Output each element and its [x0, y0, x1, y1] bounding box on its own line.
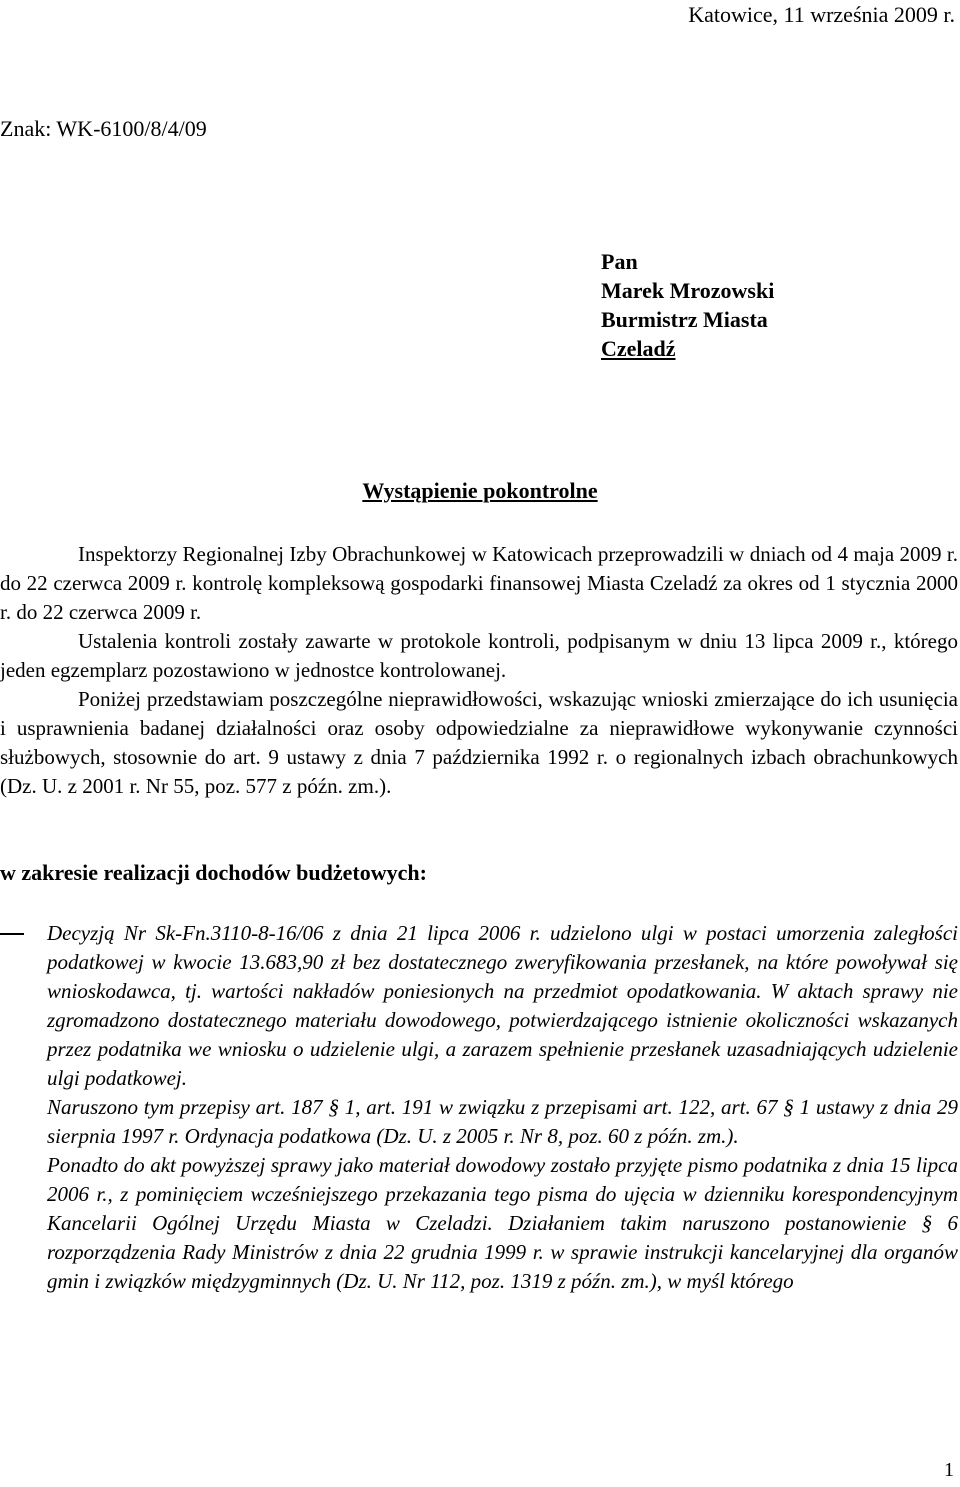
addressee-salutation: Pan [601, 249, 638, 274]
addressee-position: Burmistrz Miasta [601, 307, 768, 332]
page-number: 1 [944, 1459, 954, 1481]
finding-item [0, 919, 958, 1296]
finding-body [47, 919, 958, 1296]
intro-paragraph: Poniżej przedstawiam poszczególne nieprawidłowości, wskazując wnioski zmierzające do ich usunięcia i usprawnienia badanej działalności oraz osoby odpowiedzialne za nieprawidłowe wykonywanie czynności służbowych, stosownie do art. 9 ustawy z dnia 7 października 1992 r. o regionalnych izbach obrachunkowych (Dz. U. z 2001 r. Nr 55, poz. 577 z późn. zm.). [0, 687, 958, 798]
dash-bullet [0, 933, 24, 935]
addressee-name: Marek Mrozowski [601, 278, 775, 303]
finding-paragraph: Decyzją Nr Sk-Fn.3110-8-16/06 z dnia 21 lipca 2006 r. udzielono ulgi w postaci umorzenia zaległości podatkowej w kwocie 13.683,90 zł bez dostatecznego zweryfikowania przesłanek, na które powoływał się wnioskodawca, tj. wartości nakładów poniesionych na przedmiot opodatkowania. W aktach sprawy nie zgromadzono dostatecznego materiału dowodowego, potwierdzającego istnienie okoliczności wskazanych przez podatnika we wniosku o udzielenie ulgi, a zarazem spełnienie przesłanek uzasadniających udzielenie ulgi podatkowej. [47, 921, 958, 1090]
intro-paragraph: Inspektorzy Regionalnej Izby Obrachunkowej w Katowicach przeprowadzili w dniach od 4 maja 2009 r. do 22 czerwca 2009 r. kontrolę kompleksową gospodarki finansowej Miasta Czeladź za okres od 1 stycznia 2000 r. do 22 czerwca 2009 r. [0, 542, 958, 624]
document-title: Wystąpienie pokontrolne [362, 478, 598, 503]
intro-section [0, 540, 958, 801]
document-date: Katowice, 11 września 2009 r. [688, 2, 955, 27]
intro-paragraph: Ustalenia kontroli zostały zawarte w protokole kontroli, podpisanym w dniu 13 lipca 2009 r., którego jeden egzemplarz pozostawiono w jednostce kontrolowanej. [0, 629, 958, 682]
finding-paragraph: Naruszono tym przepisy art. 187 § 1, art. 191 w związku z przepisami art. 122, art. 67 § 1 ustawy z dnia 29 sierpnia 1997 r. Ordynacja podatkowa (Dz. U. z 2005 r. Nr 8, poz. 60 z późn. zm.). [47, 1095, 958, 1148]
section-heading: w zakresie realizacji dochodów budżetowych: [0, 860, 427, 885]
addressee-city: Czeladź [601, 336, 676, 361]
finding-paragraph: Ponadto do akt powyższej sprawy jako materiał dowodowy zostało przyjęte pismo podatnika z dnia 15 lipca 2006 r., z pominięciem wcześniejszego przekazania tego pisma do ujęcia w dzienniku korespondencyjnym Kancelarii Ogólnej Urzędu Miasta w Czeladzi. Działaniem takim naruszono postanowienie § 6 rozporządzenia Rady Ministrów z dnia 22 grudnia 1999 r. w sprawie instrukcji kancelaryjnej dla organów gmin i związków międzygminnych (Dz. U. Nr 112, poz. 1319 z późn. zm.), w myśl którego [47, 1153, 958, 1293]
reference-number: Znak: WK-6100/8/4/09 [0, 116, 207, 141]
addressee-block [601, 247, 774, 363]
